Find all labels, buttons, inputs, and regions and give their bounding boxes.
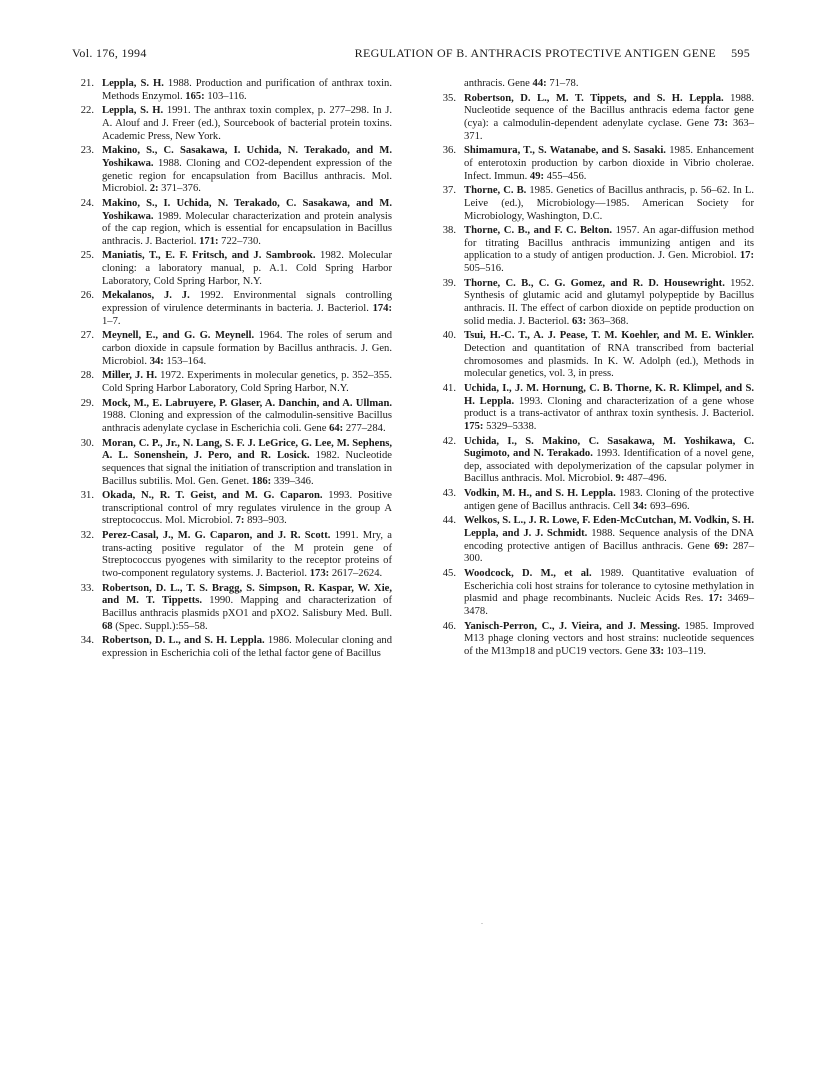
reference-entry [74,635,392,660]
reference-pages: 505–516. [464,263,504,275]
reference-authors: Vodkin, M. H., and S. H. Leppla. [464,488,616,500]
reference-volume: 34: [149,355,164,367]
reference-pages: 693–696. [649,500,690,512]
reference-pages: 103–116. [207,90,247,102]
reference-pages: 893–903. [247,515,287,527]
reference-number: 31. [80,490,94,502]
reference-volume: 49: [529,170,545,182]
running-header [72,46,750,68]
reference-number: 44. [442,515,456,527]
reference-number: 35. [442,92,456,104]
reference-authors: Perez-Casal, J., M. G. Caparon, and J. R. Scott. [102,530,331,542]
reference-volume: 165: [185,90,205,102]
reference-authors: Robertson, D. L., M. T. Tippets, and S. H. Leppla. [464,92,724,104]
reference-volume: 171: [199,235,219,247]
reference-volume: 17: [739,250,754,262]
reference-text: 1989. Molecular characterization and protein analysis of the cap region, which is essential for encapsulation in Bacillus anthracis. J. Bacteriol. [102,210,392,247]
reference-entry [74,583,392,633]
reference-pages: 371–376. [161,183,201,195]
reference-volume: 64: [329,422,344,434]
reference-number: 46. [442,620,456,632]
reference-number: 43. [442,488,456,500]
reference-entry [74,250,392,288]
reference-text: 1964. The roles of serum and carbon dioxide in capsule formation by Bacillus anthracis. J. Gen. Microbiol. [102,330,392,367]
reference-text: 1982. Molecular cloning: a laboratory manual, p. A.1. Cold Spring Harbor Laboratory, Cold Spring Harbor, N.Y. [102,250,392,287]
reference-pages: 287–300. [464,540,755,565]
reference-number: 24. [80,197,94,209]
reference-entry [436,78,754,91]
reference-entry [436,225,754,275]
reference-pages: 3469–3478. [464,593,755,617]
reference-entry [436,93,754,143]
reference-volume: 7: [235,515,245,527]
reference-text: 1982. Nucleotide sequences that signal the initiation of transcription and translation in Bacillus subtilis. Mol. Gen. Genet. [102,450,393,487]
reference-text: 1957. An agar-diffusion method for titrating Bacillus anthracis immunizing antigen and its application to a study of antigen production. J. Gen. Microbiol. [464,225,754,262]
reference-volume: 9: [615,473,625,485]
reference-entry [436,145,754,183]
reference-authors: Thorne, C. B., C. G. Gomez, and R. D. Housewright. [464,277,725,289]
reference-number: 28. [80,370,94,382]
reference-authors: Mock, M., E. Labruyere, P. Glaser, A. Danchin, and A. Ullman. [102,397,392,409]
reference-text: 1985. Enhancement of enterotoxin production by carbon dioxide in Vibrio cholerae. Infect. Immun. [464,145,755,182]
reference-entry [436,488,754,513]
reference-text: 1988. Sequence analysis of the DNA encoding protective antigen of Bacillus anthracis. Gene [464,528,754,552]
reference-authors: Thorne, C. B. [464,185,527,197]
reference-authors: Leppla, S. H. [102,78,164,89]
reference-text: 1986. Molecular cloning and expression in Escherichia coli of the lethal factor gene of Bacillus [102,635,393,659]
reference-authors: Makino, S., C. Sasakawa, I. Uchida, N. Terakado, and M. Yoshikawa. [102,145,392,169]
reference-number: 30. [80,437,94,449]
reference-pages: 2617–2624. [331,568,383,580]
reference-pages: 5329–5338. [486,420,537,432]
reference-number: 23. [80,145,94,157]
reference-number: 38. [442,225,456,237]
reference-volume: 44: [532,78,547,89]
reference-text: 1993. Cloning and characterization of a gene whose product is a trans-activator of anthrax toxin synthesis. J. Bacteriol. [464,395,754,420]
reference-authors: Maniatis, T., E. F. Fritsch, and J. Sambrook. [102,250,316,262]
reference-entry [436,436,754,486]
references-right-column [436,78,754,661]
reference-pages: 71–78. [549,78,579,89]
reference-pages: 277–284. [345,422,386,434]
reference-volume: 69: [714,540,729,552]
reference-number: 29. [80,397,94,409]
reference-number: 27. [80,330,94,342]
reference-number: 32. [80,530,94,542]
reference-entry [436,515,754,565]
reference-entry [436,330,754,380]
reference-text: 1988. Production and purification of anthrax toxin. Methods Enzymol. [102,78,393,102]
reference-volume: 17: [708,593,723,605]
reference-authors: Moran, C. P., Jr., N. Lang, S. F. J. LeGrice, G. Lee, M. Sephens, A. L. Sonenshein, J. Pero, and R. Losick. [102,437,392,462]
reference-text: 1993. Positive transcriptional control of mry regulates virulence in the group A streptococcus. Mol. Microbiol. [102,490,392,527]
reference-pages: 153–164. [166,355,207,367]
reference-number: 21. [80,78,94,89]
journal-volume: Vol. 176, 1994 [72,46,147,60]
reference-text: 1991. Mry, a trans-acting positive regulator of the M protein gene of Streptococcus pyogenes with similarity to the receptor proteins of two-component regulatory systems. J. Bacteriol. [102,530,392,580]
reference-text: 1993. Identification of a novel gene, dep, associated with depolymerization of the capsular polymer in Bacillus anthracis. Mol. Microbiol. [464,448,754,485]
reference-pages: 103–119. [666,645,707,657]
page-mark: . [481,917,483,926]
reference-text: Detection and quantitation of RNA transcribed from bacterial chromosomes and plasmids. In K. W. Adolph (ed.), Methods in molecular genetics, vol. 3, in press. [464,343,754,380]
reference-authors: Makino, S., I. Uchida, N. Terakado, C. Sasakawa, and M. Yoshikawa. [102,197,392,222]
reference-volume: 33: [649,645,665,657]
reference-text: anthracis. Gene [464,78,530,89]
reference-authors: Meynell, E., and G. G. Meynell. [102,330,255,342]
reference-volume: 175: [464,420,484,432]
reference-authors: Robertson, D. L., T. S. Bragg, S. Simpson, R. Kaspar, W. Xie, and M. T. Tippetts. [102,582,392,607]
reference-entry [74,530,392,580]
reference-text: 1983. Cloning of the protective antigen gene of Bacillus anthracis. Cell [464,488,754,512]
reference-number: 42. [442,435,456,447]
reference-authors: Yanisch-Perron, C., J. Vieira, and J. Messing. [464,620,680,632]
reference-number: 33. [80,582,94,594]
reference-number: 45. [442,568,456,580]
reference-entry [436,383,754,433]
reference-entry [74,438,392,488]
reference-pages: 722–730. [221,235,261,247]
reference-entry [74,398,392,436]
reference-volume: 73: [713,117,728,129]
reference-text: 1972. Experiments in molecular genetics, p. 352–355. Cold Spring Harbor Laboratory, Cold Spring Harbor, N.Y. [102,370,392,394]
reference-entry [436,185,754,223]
reference-authors: Uchida, I., S. Makino, C. Sasakawa, M. Yoshikawa, C. Sugimoto, and N. Terakado. [464,435,754,460]
reference-pages: 363–371. [464,117,754,142]
reference-text: 1992. Environmental signals controlling expression of virulence determinants in bacteria. J. Bacteriol. [102,290,392,315]
reference-volume: 2: [149,183,159,195]
reference-text: 1991. The anthrax toxin complex, p. 277–298. In J. A. Alouf and J. Freer (ed.), Sourcebook of bacterial protein toxins. Academic Press, New York. [102,105,392,142]
reference-text: 1985. Improved M13 phage cloning vectors and host strains: nucleotide sequences of the M13mp18 and pUC19 vectors. Gene [464,620,754,657]
reference-volume: 63: [571,315,587,327]
reference-entry [74,105,392,143]
reference-authors: Welkos, S. L., J. R. Lowe, F. Eden-McCutchan, M. Vodkin, S. H. Leppla, and J. J. Schmidt. [464,515,754,540]
reference-volume: 186: [251,475,272,487]
reference-authors: Mekalanos, J. J. [102,290,190,302]
references-left-column [74,78,392,663]
reference-entry [74,330,392,368]
reference-entry [74,145,392,195]
reference-number: 39. [442,277,456,289]
reference-text: 1988. Cloning and CO2-dependent expression of the genetic region for encapsulation from Bacillus anthracis. Mol. Microbiol. [102,157,392,195]
reference-entry [436,621,754,659]
reference-number: 34. [80,635,94,647]
page-number: 595 [731,46,750,60]
reference-pages: (Spec. Suppl.):55–58. [115,620,208,632]
reference-number: 40. [442,330,456,342]
reference-entry [74,198,392,248]
reference-authors: Leppla, S. H. [102,105,164,117]
reference-number: 36. [442,145,456,157]
reference-number: 25. [80,250,94,262]
reference-number: 22. [80,105,94,117]
reference-entry [436,568,754,618]
reference-authors: Robertson, D. L., and S. H. Leppla. [102,635,265,647]
reference-authors: Miller, J. H. [102,370,158,382]
reference-text: 1985. Genetics of Bacillus anthracis, p. 56–62. In L. Leive (ed.), Microbiology—1985. American Society for Microbiology, Washington, D.C. [464,185,754,222]
reference-authors: Okada, N., R. T. Geist, and M. G. Caparon. [102,490,323,502]
reference-authors: Tsui, H.-C. T., A. J. Pease, T. M. Koehler, and M. E. Winkler. [464,330,754,342]
reference-volume: 34: [633,500,648,512]
reference-text: 1988. Nucleotide sequence of the Bacillus anthracis edema factor gene (cya): a calmodulin-dependent adenylate cyclase. Gene [464,92,754,129]
reference-entry [74,490,392,528]
reference-volume: 174: [372,303,392,315]
reference-text: 1988. Cloning and expression of the calmodulin-sensitive Bacillus anthracis adenylate cyclase in Escherichia coli. Gene [102,410,392,434]
reference-text: 1990. Mapping and characterization of Bacillus anthracis plasmids pXO1 and pXO2. Salisbury Med. Bull. [102,595,392,619]
reference-entry [74,78,392,103]
reference-authors: Woodcock, D. M., et al. [464,568,592,580]
reference-pages: 363–368. [588,315,629,327]
reference-number: 26. [80,290,94,302]
reference-number: 37. [442,185,456,197]
reference-entry [74,290,392,328]
reference-pages: 487–496. [627,473,667,485]
reference-pages: 1–7. [102,315,121,327]
reference-number: 41. [442,382,456,394]
reference-entry [74,370,392,395]
reference-authors: Shimamura, T., S. Watanabe, and S. Sasaki. [464,145,666,157]
running-title: REGULATION OF B. ANTHRACIS PROTECTIVE ANTIGEN GENE [354,46,716,60]
reference-volume: 173: [309,568,330,580]
reference-pages: 339–346. [273,475,314,487]
reference-volume: 68 [102,620,113,632]
reference-entry [436,278,754,328]
reference-authors: Uchida, I., J. M. Hornung, C. B. Thorne, K. R. Klimpel, and S. H. Leppla. [464,382,754,407]
reference-text: 1952. Synthesis of glutamic acid and glutamyl polypeptide by Bacillus anthracis. II. The effect of carbon dioxide on peptide production on solid media. J. Bacteriol. [464,277,754,327]
reference-authors: Thorne, C. B., and F. C. Belton. [464,225,613,237]
reference-pages: 455–456. [546,170,587,182]
reference-text: 1989. Quantitative evaluation of Escherichia coli host strains for tolerance to cytosine methylation in plasmid and phage recombinants. Nucleic Acids Res. [464,568,755,605]
